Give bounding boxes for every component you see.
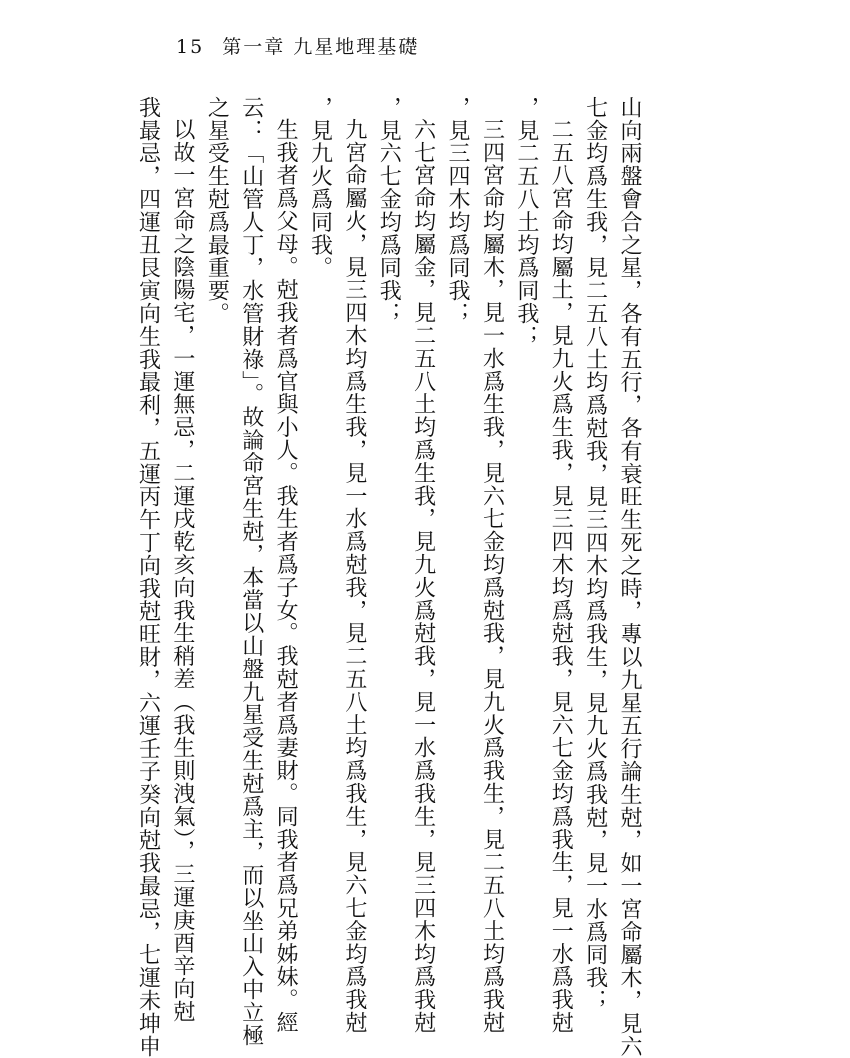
- text-column: ，見九火爲同我。: [307, 96, 333, 280]
- vertical-text-body: [124, 96, 642, 1058]
- text-column: 三四宮命均屬木，見一水爲生我，見六七金均爲尅我，見九火爲我生，見二五八土均爲我尅: [479, 118, 505, 1034]
- text-column: 山向兩盤會合之星，各有五行，各有衰旺生死之時，專以九星五行論生尅，如一宮命屬木，見六: [617, 96, 642, 1058]
- text-column: 之星受生尅爲最重要。: [204, 96, 230, 325]
- page-number: 15: [176, 36, 205, 58]
- text-column: ，見二五八土均爲同我；: [513, 96, 539, 348]
- text-column: 云：「山管人丁，水管財祿」。故論命宮生尅，本當以山盤九星受生尅爲主，而以坐山入中立極: [238, 96, 264, 1047]
- chapter-label: 第一章: [222, 36, 286, 58]
- text-column: 以故一宮命之陰陽宅，一運無忌，二運戌乾亥向我生稍差（我生則洩氣），三運庚酉辛向尅: [169, 118, 195, 1023]
- text-column: 七金均爲生我，見二五八土均爲尅我，見三四木均爲我生，見九火爲我尅，見一水爲同我；: [582, 96, 608, 1012]
- text-column: ，見六七金均爲同我；: [376, 96, 402, 325]
- text-column: 我最忌，四運丑艮寅向生我最利，五運丙午丁向我尅旺財，六運壬子癸向尅我最忌，七運未坤申: [135, 96, 161, 1058]
- text-column: 六七宮命均屬金，見二五八土均爲生我，見九火爲尅我，見一水爲我生，見三四木均爲我尅: [410, 118, 436, 1034]
- text-column: 九宮命屬火，見三四木均爲生我，見一水爲尅我，見二五八土均爲我生，見六七金均爲我尅: [341, 118, 367, 1034]
- text-column: 生我者爲父母。尅我者爲官與小人。我生者爲子女。我尅者爲妻財。同我者爲兄弟姊妹。經: [273, 118, 299, 1034]
- chapter-title: 九星地理基礎: [293, 36, 420, 58]
- text-column: ，見三四木均爲同我；: [445, 96, 471, 325]
- text-column: 二五八宮命均屬土，見九火爲生我，見三四木均爲尅我，見六七金均爲我生，見一水爲我尅: [548, 118, 574, 1034]
- running-header: [176, 36, 419, 58]
